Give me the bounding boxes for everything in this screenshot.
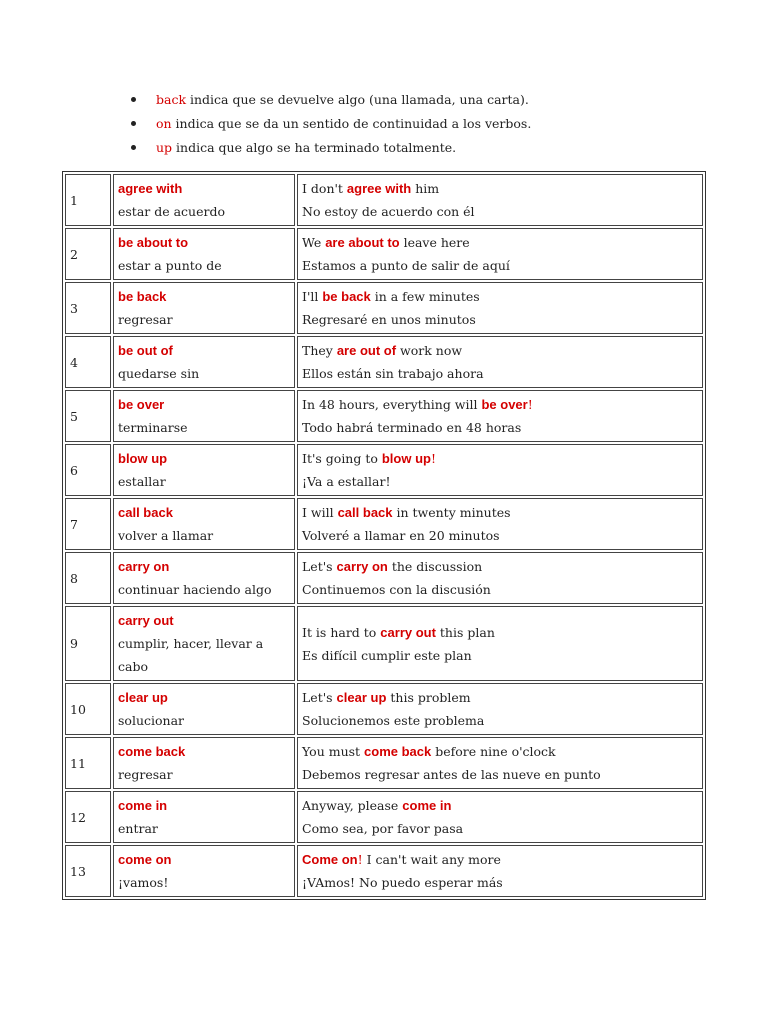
example-cell (297, 498, 703, 550)
example-english (302, 231, 698, 254)
note-item (0, 112, 531, 136)
verb-meaning: regresar (118, 312, 173, 327)
example-highlight: are about to (325, 235, 400, 250)
example-cell (297, 228, 703, 280)
verb-meaning: terminarse (118, 420, 188, 435)
verb-meaning: solucionar (118, 713, 184, 728)
note-text: indica que se devuelve algo (una llamada, una carta). (186, 92, 529, 107)
row-number: 4 (65, 336, 111, 388)
example-spanish: Es difícil cumplir este plan (302, 647, 472, 663)
verb-meaning: estar de acuerdo (118, 204, 226, 219)
example-highlight: agree with (346, 181, 412, 196)
note-text: indica que algo se ha terminado totalmente. (172, 140, 457, 155)
example-english (302, 621, 698, 644)
example-highlight: Come on (302, 852, 358, 867)
example-spanish: Ellos están sin trabajo ahora (302, 366, 484, 381)
example-text: before nine o'clock (431, 744, 556, 759)
example-english (302, 447, 698, 470)
verb-cell (113, 444, 295, 496)
verb-cell (113, 228, 295, 280)
phrasal-verb: be about to (118, 235, 189, 250)
example-english (302, 686, 698, 709)
example-text: in twenty minutes (392, 505, 511, 520)
example-english (302, 501, 698, 524)
table-row (65, 498, 703, 550)
example-english (302, 848, 698, 871)
verb-meaning: continuar haciendo algo (118, 582, 272, 597)
note-item (0, 88, 531, 112)
example-cell (297, 552, 703, 604)
table-row (65, 282, 703, 334)
verb-meaning: entrar (118, 821, 158, 836)
example-text: In 48 hours, everything will (302, 397, 482, 412)
example-text: It is hard to (302, 624, 381, 640)
row-number: 7 (65, 498, 111, 550)
verb-meaning: estar a punto de (118, 258, 222, 273)
example-cell (297, 683, 703, 735)
row-number: 12 (65, 791, 111, 843)
table-body (65, 174, 703, 897)
row-number: 2 (65, 228, 111, 280)
example-spanish: ¡VAmos! No puedo esperar más (302, 875, 503, 890)
example-cell (297, 845, 703, 897)
row-number: 10 (65, 683, 111, 735)
row-number: 13 (65, 845, 111, 897)
verb-meaning: cumplir, hacer, llevar a cabo (118, 636, 264, 674)
example-cell (297, 336, 703, 388)
example-english (302, 740, 698, 763)
example-punctuation: ! (357, 852, 363, 867)
row-number: 8 (65, 552, 111, 604)
example-text: the discussion (387, 559, 483, 574)
example-english (302, 285, 698, 308)
note-particle: back (156, 92, 187, 107)
verb-cell (113, 498, 295, 550)
example-highlight: be over (481, 397, 528, 412)
row-number: 6 (65, 444, 111, 496)
example-text: Anyway, please (302, 798, 403, 813)
verb-cell (113, 737, 295, 789)
example-text: You must (302, 744, 365, 759)
table-row (65, 390, 703, 442)
note-text: indica que se da un sentido de continuidad a los verbos. (171, 116, 532, 131)
table-row (65, 737, 703, 789)
example-highlight: are out of (336, 343, 397, 358)
example-highlight: clear up (336, 690, 387, 705)
table-row (65, 845, 703, 897)
note-particle: up (156, 140, 173, 155)
table-row (65, 552, 703, 604)
example-cell (297, 606, 703, 681)
phrasal-verb: carry on (118, 559, 170, 574)
example-spanish: Regresaré en unos minutos (302, 312, 476, 327)
phrasal-verb: be back (118, 289, 167, 304)
phrasal-verb: come back (118, 744, 186, 759)
table-row (65, 444, 703, 496)
phrasal-verb: carry out (118, 613, 174, 628)
bullet-icon (131, 97, 136, 102)
phrasal-verb: blow up (118, 451, 168, 466)
example-highlight: come in (402, 798, 452, 813)
example-english (302, 794, 698, 817)
row-number: 5 (65, 390, 111, 442)
verb-cell (113, 336, 295, 388)
verb-cell (113, 845, 295, 897)
row-number: 1 (65, 174, 111, 226)
example-english (302, 177, 698, 200)
example-spanish: Como sea, por favor pasa (302, 821, 464, 836)
row-number: 3 (65, 282, 111, 334)
example-text: leave here (399, 235, 470, 250)
phrasal-verb: be over (118, 397, 165, 412)
verb-meaning: estallar (118, 474, 166, 489)
note-particle: on (156, 116, 172, 131)
verb-cell (113, 174, 295, 226)
example-cell (297, 791, 703, 843)
verb-meaning: ¡vamos! (118, 875, 169, 890)
table-row (65, 606, 703, 681)
example-cell (297, 737, 703, 789)
bullet-icon (131, 145, 136, 150)
example-text: I don't (302, 181, 347, 196)
example-text: Let's (302, 690, 337, 705)
verb-meaning: volver a llamar (118, 528, 214, 543)
example-spanish: Volveré a llamar en 20 minutos (302, 528, 500, 543)
example-text: I can't wait any more (362, 852, 501, 867)
example-text: They (302, 343, 337, 358)
example-english (302, 555, 698, 578)
row-number: 9 (65, 606, 111, 681)
verb-cell (113, 606, 295, 681)
table-row (65, 228, 703, 280)
example-text: in a few minutes (370, 289, 480, 304)
verb-cell (113, 683, 295, 735)
example-text: Let's (302, 559, 337, 574)
phrasal-verb: call back (118, 505, 173, 520)
example-text: this plan (435, 624, 495, 640)
particle-notes-list (0, 88, 531, 160)
example-highlight: carry out (380, 624, 436, 640)
example-english (302, 393, 698, 416)
verb-cell (113, 282, 295, 334)
example-punctuation: ! (527, 397, 533, 412)
example-highlight: carry on (336, 559, 388, 574)
example-text: this problem (386, 690, 471, 705)
example-highlight: come back (364, 744, 432, 759)
phrasal-verbs-table (62, 171, 706, 900)
table-row (65, 791, 703, 843)
example-text: him (411, 181, 440, 196)
verb-cell (113, 791, 295, 843)
verb-meaning: quedarse sin (118, 366, 200, 381)
example-highlight: be back (322, 289, 371, 304)
verb-cell (113, 390, 295, 442)
example-punctuation: ! (430, 451, 436, 466)
example-english (302, 339, 698, 362)
table-row (65, 683, 703, 735)
example-spanish: Solucionemos este problema (302, 713, 485, 728)
example-spanish: Todo habrá terminado en 48 horas (302, 420, 522, 435)
example-cell (297, 444, 703, 496)
example-text: I will (302, 505, 338, 520)
example-highlight: call back (337, 505, 393, 520)
verb-cell (113, 552, 295, 604)
phrasal-verb: come in (118, 798, 168, 813)
table-row (65, 336, 703, 388)
example-spanish: Estamos a punto de salir de aquí (302, 258, 510, 273)
example-text: It's going to (302, 451, 382, 466)
bullet-icon (131, 121, 136, 126)
example-cell (297, 282, 703, 334)
example-spanish: No estoy de acuerdo con él (302, 204, 475, 219)
example-highlight: blow up (381, 451, 431, 466)
example-text: We (302, 235, 326, 250)
verb-meaning: regresar (118, 767, 173, 782)
phrasal-verb: agree with (118, 181, 183, 196)
phrasal-verb: clear up (118, 690, 168, 705)
phrasal-verb: be out of (118, 343, 173, 358)
row-number: 11 (65, 737, 111, 789)
phrasal-verb: come on (118, 852, 172, 867)
example-text: I'll (302, 289, 323, 304)
example-spanish: Continuemos con la discusión (302, 582, 491, 597)
example-cell (297, 174, 703, 226)
example-spanish: Debemos regresar antes de las nueve en punto (302, 767, 601, 782)
note-item (0, 136, 531, 160)
example-spanish: ¡Va a estallar! (302, 474, 391, 489)
table-row (65, 174, 703, 226)
example-cell (297, 390, 703, 442)
example-text: work now (396, 343, 463, 358)
